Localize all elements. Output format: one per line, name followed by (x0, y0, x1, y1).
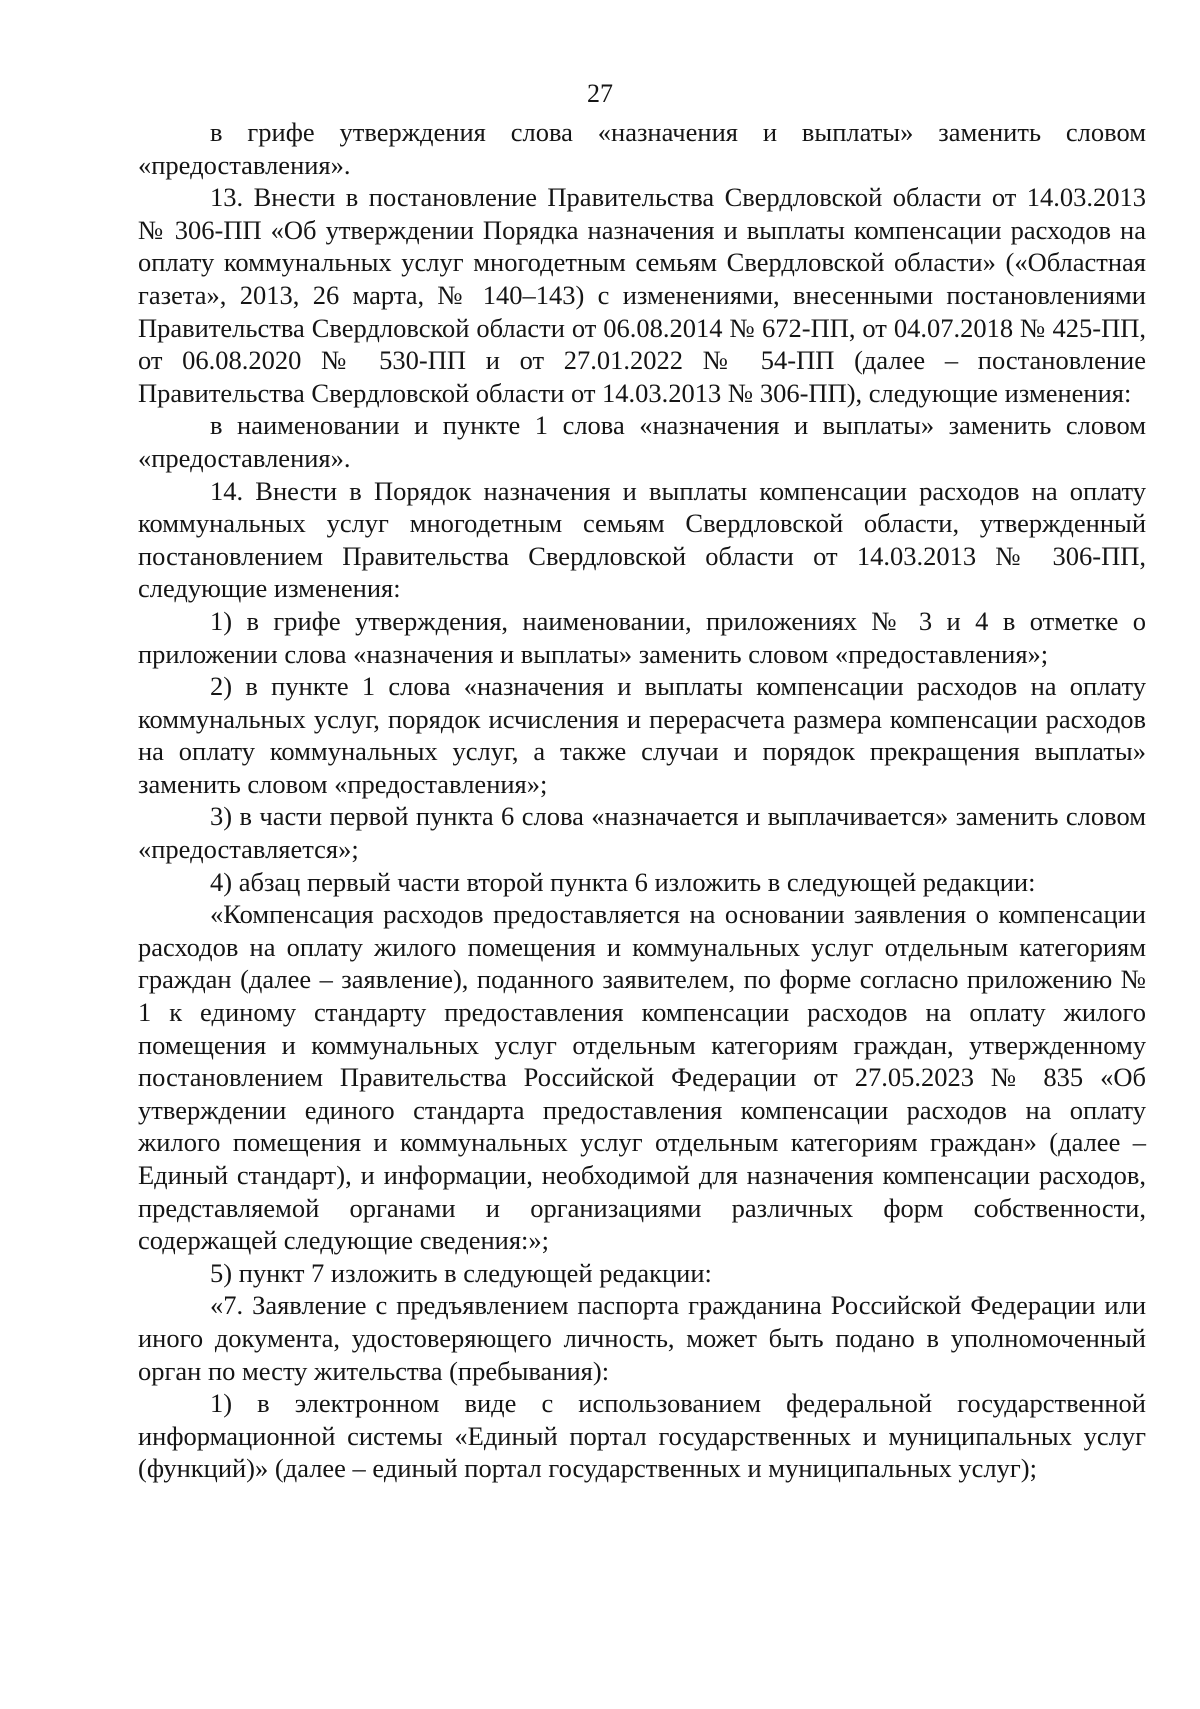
paragraph-stamp-replacement: в грифе утверждения слова «назначения и выплаты» заменить словом «предоставления». (138, 117, 1146, 180)
page-number: 27 (587, 79, 613, 108)
paragraph-name-replacement: в наименовании и пункте 1 слова «назначения и выплаты» заменить словом «предоставления». (138, 410, 1146, 473)
paragraph-subitem-1: 1) в грифе утверждения, наименовании, приложениях № 3 и 4 в отметке о приложении слова «назначения и выплаты» заменить словом «предоставления»; (138, 605, 1146, 669)
paragraph-compensation-quote: «Компенсация расходов предоставляется на основании заявления о компенсации расходов на оплату жилого помещения и коммунальных услуг отдельным категориям граждан (далее – заявление), поданного заявителем, по форме согласно приложению № 1 к единому стандарту предоставления компенсации расходов на оплату жилого помещения и коммунальных услуг отдельным категориям граждан, утвержденному постановлением Правительства Российской Федерации от 27.05.2023 № 835 «Об утверждении единого стандарта предоставления компенсации расходов на оплату жилого помещения и коммунальных услуг отдельным категориям граждан» (далее – Единый стандарт), и информации, необходимой для назначения компенсации расходов, представляемой органами и организациями различных форм собственности, содержащей следующие сведения:»; (138, 899, 1146, 1256)
paragraph-item-13: 13. Внести в постановление Правительства Свердловской области от 14.03.2013 № 306-ПП «Об утверждении Порядка назначения и выплаты компенсации расходов на оплату коммунальных услуг многодетным семьям Свердловской области» («Областная газета», 2013, 26 марта, № 140–143) с изменениями, внесенными постановлениями Правительства Свердловской области от 06.08.2014 № 672-ПП, от 04.07.2018 № 425-ПП, от 06.08.2020 № 530-ПП и от 27.01.2022 № 54-ПП (далее – постановление Правительства Свердловской области от 14.03.2013 № 306-ПП), следующие изменения: (138, 182, 1146, 408)
paragraph-subitem-5: 5) пункт 7 изложить в следующей редакции: (210, 1257, 712, 1288)
document-body (138, 116, 1146, 1485)
paragraph-item-7-quote: «7. Заявление с предъявлением паспорта гражданина Российской Федерации или иного документа, удостоверяющего личность, может быть подано в уполномоченный орган по месту жительства (пребывания): (138, 1290, 1146, 1386)
paragraph-subitem-2: 2) в пункте 1 слова «назначения и выплаты компенсации расходов на оплату коммунальных услуг, порядок исчисления и перерасчета размера компенсации расходов на оплату коммунальных услуг, а также случаи и порядок прекращения выплаты» заменить словом «предоставления»; (138, 671, 1146, 799)
paragraph-item-7-subitem-1: 1) в электронном виде с использованием федеральной государственной информационной системы «Единый портал государственных и муниципальных услуг (функций)» (далее – единый портал государственных и муниципальных услуг); (138, 1388, 1146, 1484)
paragraph-subitem-4: 4) абзац первый части второй пункта 6 изложить в следующей редакции: (210, 866, 1036, 897)
paragraph-subitem-3: 3) в части первой пункта 6 слова «назначается и выплачивается» заменить словом «предоставляется»; (138, 801, 1146, 865)
paragraph-item-14: 14. Внести в Порядок назначения и выплаты компенсации расходов на оплату коммунальных услуг многодетным семьям Свердловской области, утвержденный постановлением Правительства Свердловской области от 14.03.2013 № 306-ПП, следующие изменения: (138, 475, 1146, 604)
